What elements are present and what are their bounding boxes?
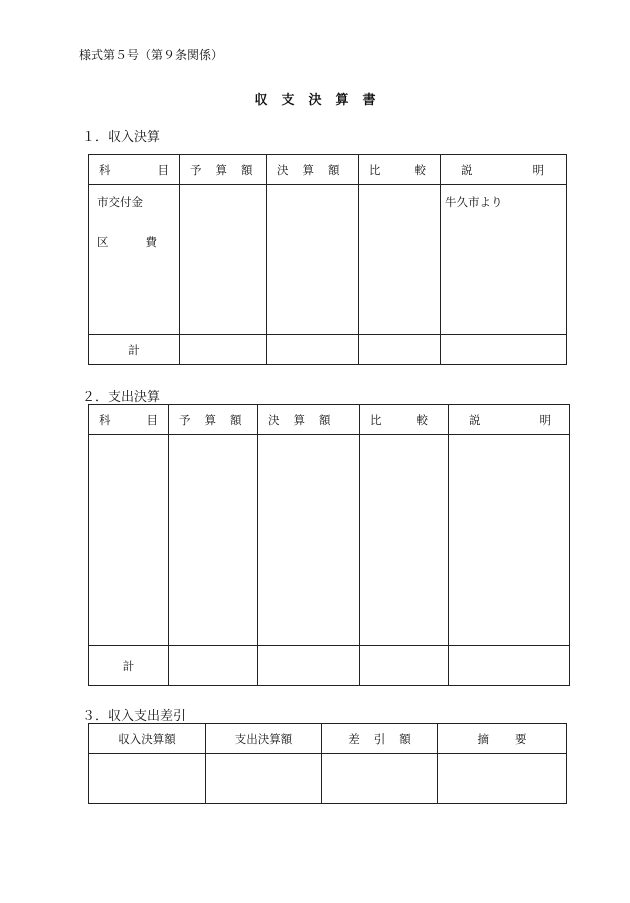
income-total-label: 計 — [89, 335, 180, 365]
header-settlement: 決 算 額 — [267, 155, 359, 185]
header-explanation: 説 明 — [449, 405, 570, 435]
expense-explanation-cell — [449, 435, 570, 646]
income-total-budget — [180, 335, 267, 365]
header-difference: 差 引 額 — [322, 724, 438, 754]
income-item-district-fee: 区 費 — [97, 235, 157, 249]
income-item-city-grant: 市交付金 — [97, 195, 143, 209]
expense-table — [88, 404, 570, 686]
income-budget-cell — [180, 185, 267, 335]
header-remarks: 摘 要 — [438, 724, 567, 754]
expense-total-comparison — [360, 646, 449, 686]
income-subject-cell — [89, 185, 180, 335]
expense-comparison-cell — [360, 435, 449, 646]
expense-budget-cell — [169, 435, 258, 646]
header-expense-total: 支出決算額 — [206, 724, 322, 754]
expense-total-budget — [169, 646, 258, 686]
difference-table — [88, 723, 567, 804]
header-budget: 予 算 額 — [169, 405, 258, 435]
header-subject: 科 目 — [89, 155, 180, 185]
income-table — [88, 154, 567, 365]
difference-header-row — [89, 724, 567, 754]
income-explanation-cell — [441, 185, 567, 335]
difference-remarks-cell — [438, 754, 567, 804]
income-settlement-cell — [267, 185, 359, 335]
form-number: 様式第５号（第９条関係） — [79, 48, 224, 62]
header-income-total: 収入決算額 — [89, 724, 206, 754]
expense-total-row — [89, 646, 570, 686]
header-subject: 科 目 — [89, 405, 169, 435]
difference-body-row — [89, 754, 567, 804]
expense-header-row — [89, 405, 570, 435]
income-section-heading: １．収入決算 — [82, 130, 161, 145]
expense-section-heading: ２．支出決算 — [82, 390, 161, 405]
income-total-comparison — [359, 335, 441, 365]
header-settlement: 決 算 額 — [258, 405, 360, 435]
expense-total-explanation — [449, 646, 570, 686]
income-comparison-cell — [359, 185, 441, 335]
difference-income-cell — [89, 754, 206, 804]
expense-total-settlement — [258, 646, 360, 686]
income-note-city-grant: 牛久市より — [445, 195, 503, 209]
income-total-explanation — [441, 335, 567, 365]
income-total-settlement — [267, 335, 359, 365]
header-comparison: 比 較 — [360, 405, 449, 435]
document-title: 収支決算書 — [254, 93, 390, 108]
income-total-row — [89, 335, 567, 365]
difference-amount-cell — [322, 754, 438, 804]
header-comparison: 比 較 — [359, 155, 441, 185]
expense-total-label: 計 — [89, 646, 169, 686]
expense-subject-cell — [89, 435, 169, 646]
income-body-row — [89, 185, 567, 335]
expense-body-row — [89, 435, 570, 646]
difference-section-heading: ３．収入支出差引 — [82, 709, 187, 724]
header-explanation: 説 明 — [441, 155, 567, 185]
header-budget: 予 算 額 — [180, 155, 267, 185]
income-header-row — [89, 155, 567, 185]
difference-expense-cell — [206, 754, 322, 804]
expense-settlement-cell — [258, 435, 360, 646]
